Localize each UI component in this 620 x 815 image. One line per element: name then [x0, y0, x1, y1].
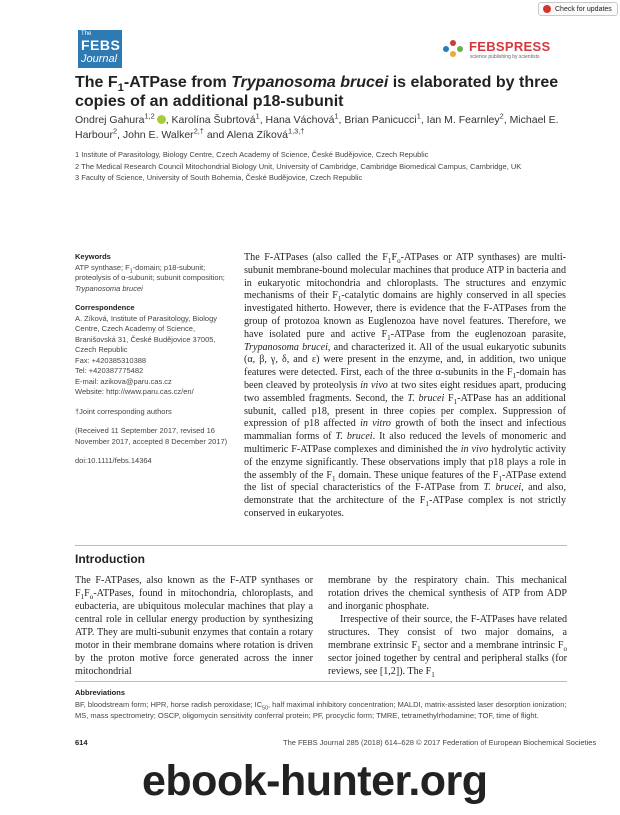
joint-authors-note: †Joint corresponding authors [75, 406, 172, 416]
abstract: The F-ATPases (also called the $F_1F_o$-ATPases or ATP synthases) are multi-subunit membrane-bound molecular machines that produce ATP in bacteria and in eukaryotic mitochondria and chloroplasts. The structures and enzymic mechanisms of their $F_1$-catalytic domains are highly conserved in all species investigated hitherto. However, there is evidence that the F-ATPases from the group of protozoa known as Euglenozoa have novel features. Therefore, we have isolated pure and active $F_1$-ATPase from the euglenozoan parasite, Trypanosoma brucei, and characterized it. All of the usual eukaryotic subunits (α, β, γ, δ, and ε) were present in the enzyme, and, in addition, two unique features were detected. First, each of the three α-subunits in the $F_1$-domain has been cleaved by proteolysis in vivo at two sites eight residues apart, producing two assembled fragments. Second, the T. brucei $F_1$-ATPase has an additional subunit, called p18, present in three copies per complex. Suppression of expression of p18 affected in vitro growth of both the insect and infectious mammalian forms of T. brucei. It also reduced the levels of monomeric and multimeric F-ATPase complexes and diminished the in vivo hydrolytic activity of the enzyme significantly. These observations imply that p18 plays a role in the assembly of the $F_1$ domain. These unique features of the $F_1$-ATPase extend the list of special characteristics of the F-ATPase from T. brucei, and also, demonstrate that the architecture of the $F_1$-ATPase complex is not strictly conserved in eukaryotes. [244, 252, 567, 519]
received-dates: (Received 11 September 2017, revised 16 November 2017, accepted 8 December 2017) [75, 426, 228, 446]
affiliation: 3 Faculty of Science, University of South Bohemia, České Budějovice, Czech Republic [75, 173, 363, 182]
page-number: 614 [75, 738, 88, 747]
febs-press-dots-icon [443, 40, 465, 58]
website-link[interactable]: Website: http://www.paru.cas.cz/en/ [75, 387, 194, 396]
logo-febs: FEBS [81, 37, 121, 53]
affiliation: 2 The Medical Research Council Mitochondrial Biology Unit, University of Cambridge, Cambridge Biomedical Campus, Cambridge, UK [75, 161, 522, 171]
logo-the: The [81, 31, 92, 37]
correspondence-address: A. Zíková, Institute of Parasitology, Biology Centre, Czech Academy of Science, Branišovská 31, České Budějovice 37005, Czech Republic Fax: +420385310388 Tel: +420387775482 E-mail: azikova@paru.cas.cz Website: http://www.paru.cas.cz/en/ [75, 314, 235, 398]
article-title: The $F_1$-ATPase from Trypanosoma brucei is elaborated by three copies of an additional p18-subunit [75, 74, 559, 110]
author[interactable]: Ondrej Gahura$^{1,2}$ [75, 111, 155, 126]
correspondence-heading: Correspondence [75, 303, 135, 312]
author-list: Ondrej Gahura$^{1,2}$ , Karolína Šubrtová$^1$, Hana Váchová$^1$, Brian Panicucci$^1$, Ian M. Fearnley$^2$, Michael E. Harbour$^2$, John E. Walker$^{2,\dagger}$ and Alena Zíková$^{1,3,\dagger}$ [75, 111, 559, 141]
author[interactable]: Ian M. Fearnley$^2$ [426, 111, 504, 126]
abbreviations-divider [75, 681, 567, 682]
keywords-heading: Keywords [75, 252, 111, 261]
affiliations [75, 149, 575, 184]
febs-press-name: FEBSPRESS [469, 39, 551, 54]
check-for-updates-label: Check for updates [555, 5, 612, 13]
crossmark-icon [543, 5, 551, 13]
affiliation: 1 Institute of Parasitology, Biology Centre, Czech Academy of Science, České Budějovice, Czech Republic [75, 150, 429, 159]
author[interactable]: Alena Zíková$^{1,3,\dagger}$ [226, 126, 305, 141]
journal-citation: The FEBS Journal 285 (2018) 614–628 © 2017 Federation of European Biochemical Societies [283, 738, 597, 747]
febs-press-tagline: science publishing by scientists [470, 54, 540, 60]
logo-journal: Journal [81, 53, 118, 65]
section-divider [75, 545, 567, 546]
email-link[interactable]: E-mail: azikova@paru.cas.cz [75, 376, 172, 386]
doi-link[interactable]: doi:10.1111/febs.14364 [75, 456, 152, 465]
abbreviations-heading: Abbreviations [75, 688, 126, 697]
author[interactable]: Michael E. Harbour$^2$ [75, 114, 559, 141]
abbreviations-text: BF, bloodstream form; HPR, horse radish peroxidase; $IC_{50}$, half maximal inhibitory concentration; MALDI, matrix-assisted laser desorption ionization; MS, mass spectrometry; OSCP, oligomycin sensitivity conferral protein; PF, procyclic form; TMRE, tetramethylrhodamine; TOF, time of flight. [75, 700, 567, 720]
check-for-updates-button[interactable] [538, 2, 618, 16]
orcid-icon[interactable] [157, 115, 166, 124]
introduction-heading: Introduction [75, 552, 145, 566]
author[interactable]: Hana Váchová$^1$ [265, 111, 339, 126]
intro-column-right: membrane by the respiratory chain. This mechanical rotation drives the chemical synthesis of ATP from ADP and inorganic phosphate. Irrespective of their source, the F-ATPases have related structures. They consist of two major domains, a membrane extrinsic $F_1$ sector and a membrane intrinsic $F_o$ sector joined together by central and peripheral stalks (for reviews, see [1,2]). The $F_1$ [328, 575, 568, 680]
febs-journal-logo [78, 30, 122, 68]
keywords-text: ATP synthase; $F_1$-domain; p18-subunit; proteolysis of α-subunit; subunit composition; Trypanosoma brucei [75, 262, 225, 293]
watermark: ebook-hunter.org [142, 757, 488, 805]
author[interactable]: Karolína Šubrtová$^1$ [171, 111, 260, 126]
febs-press-logo [443, 38, 568, 62]
article-sidebar [75, 252, 235, 467]
author[interactable]: Brian Panicucci$^1$ [344, 111, 421, 126]
intro-column-left: The F-ATPases, also known as the F-ATP synthases or $F_1F_o$-ATPases, found in mitochondria, chloroplasts, and eubacteria, are ubiquitous molecular machines that play a central role in cellular energy production by synthesizing ATP. They are multi-subunit enzymes that contain a rotary motor in their membrane domains where rotation is driven by the proton motive force generated across the inner mitochondrial [75, 575, 313, 677]
author[interactable]: John E. Walker$^{2,\dagger}$ [122, 126, 204, 141]
